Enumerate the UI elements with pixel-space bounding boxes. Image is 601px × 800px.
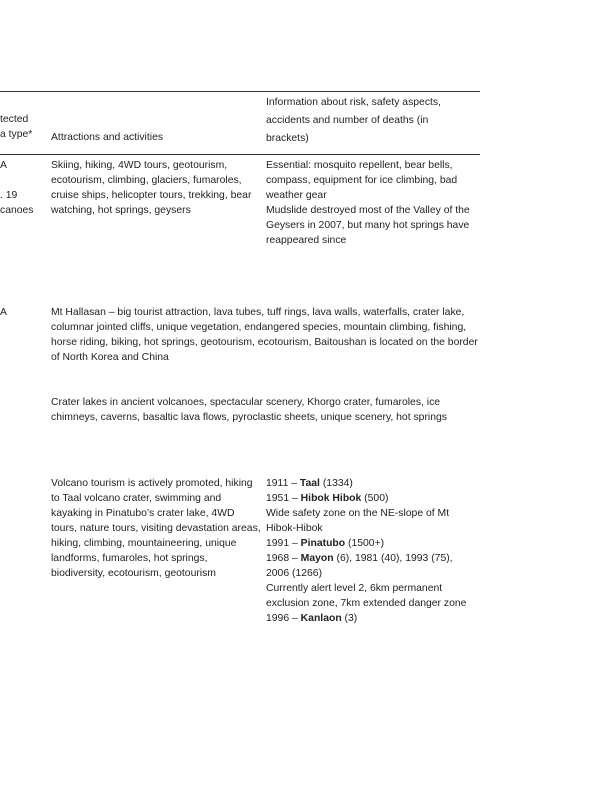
row4-attractions: Volcano tourism is actively promoted, hiking to Taal volcano crater, swimming and kayaking in Pinatubo’s crater lake, 4WD tours, nature tours, visiting devastation areas, hiking, climbing, mountaineering, unique landforms, fumaroles, hot springs, biodiversity, ecotourism, geotourism <box>51 478 261 579</box>
header-attractions: Attractions and activities <box>51 132 164 143</box>
row1-risk-info: Essential: mosquito repellent, bear bells, compass, equipment for ice climbing, bad weather gear Mudslide destroyed most of the Valley of the Geysers in 2007, but many hot springs have reappeared since <box>266 160 470 246</box>
event-line: 1968 – Mayon (6), 1981 (40), 1993 (75), <box>266 553 453 564</box>
event-line: exclusion zone, 7km extended danger zone <box>266 598 467 609</box>
event-line: 1911 – Taal (1334) <box>266 478 353 489</box>
header-risk-info: Information about risk, safety aspects, accidents and number of deaths (in brackets) <box>266 97 441 144</box>
event-line: 2006 (1266) <box>266 568 323 579</box>
row3-attractions: Crater lakes in ancient volcanoes, spectacular scenery, Khorgo crater, fumaroles, ice chimneys, caverns, basaltic lava flows, pyroclastic sheets, unique scenery, hot springs <box>51 397 447 423</box>
row2-attractions: Mt Hallasan – big tourist attraction, lava tubes, tuff rings, lava walls, waterfalls, crater lake, columnar jointed cliffs, unique vegetation, endangered species, mountain climbing, fishing, horse riding, biking, hot springs, geotourism, ecotourism, Baitoushan is located on the border of North Korea and China <box>51 307 478 363</box>
table-header-rule <box>0 154 480 155</box>
header-protected-area-type: tected a type* <box>0 114 33 140</box>
event-line: 1991 – Pinatubo (1500+) <box>266 538 385 549</box>
event-line: Currently alert level 2, 6km permanent <box>266 583 443 594</box>
event-line: 1951 – Hibok Hibok (500) <box>266 493 389 504</box>
row1-protected-area: A . 19 canoes <box>0 160 34 216</box>
row2-protected-area: A <box>0 307 7 318</box>
row1-attractions: Skiing, hiking, 4WD tours, geotourism, ecotourism, climbing, glaciers, fumaroles, cruise ships, helicopter tours, trekking, bear watching, hot springs, geysers <box>51 160 252 216</box>
event-line: Wide safety zone on the NE-slope of Mt <box>266 508 450 519</box>
row4-risk-info <box>266 476 466 626</box>
event-line: Hibok-Hibok <box>266 523 323 534</box>
event-line: 1996 – Kanlaon (3) <box>266 613 358 624</box>
table-top-rule <box>0 91 480 92</box>
